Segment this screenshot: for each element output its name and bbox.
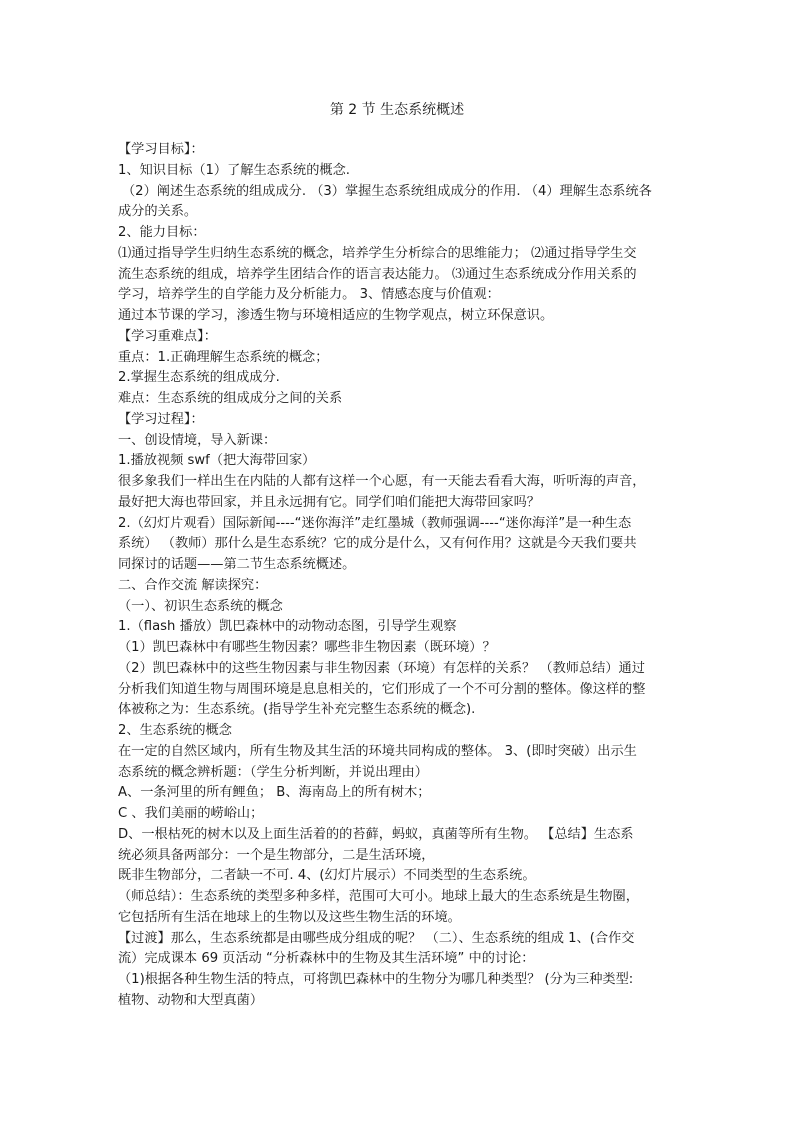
text-line: 同探讨的话题——第二节生态系统概述。 bbox=[118, 557, 356, 572]
text-line: ⑴通过指导学生归纳生态系统的概念，培养学生分析综合的思维能力； ⑵通过指导学生交 bbox=[118, 245, 637, 261]
text-line: 它包括所有生活在地球上的生物以及这些生物生活的环境。 bbox=[118, 909, 461, 925]
text-line: D、一根枯死的树木以及上面生活着的的苔藓，蚂蚁，真菌等所有生物。 【总结】生态系 bbox=[118, 826, 634, 842]
text-line: 二、合作交流 解读探究： bbox=[118, 577, 268, 593]
text-line: 统必须具备两部分：一个是生物部分，二是生活环境， bbox=[118, 847, 435, 863]
text-line: 成分的关系。 bbox=[118, 204, 198, 220]
text-line: 一、创设情境，导入新课： bbox=[118, 432, 277, 448]
text-line: 1.播放视频 swf（把大海带回家） bbox=[118, 453, 316, 469]
text-line: 流生态系统的组成，培养学生团结合作的语言表达能力。 ⑶通过生态系统成分作用关系的 bbox=[118, 266, 637, 282]
text-line: （2）阐述生态系统的组成成分. （3）掌握生态系统组成成分的作用. （4）理解生态系统各 bbox=[122, 183, 652, 199]
text-line: 2.掌握生态系统的组成成分. bbox=[118, 370, 280, 386]
text-line: （2）凯巴森林中的这些生物因素与非生物因素（环境）有怎样的关系？ （教师总结）通过 bbox=[118, 660, 645, 676]
text-line: 2.（幻灯片观看）国际新闻----“迷你海洋”走红墨城（教师强调----“迷你海洋”是一种生态 bbox=[118, 515, 632, 531]
text-line: 在一定的自然区域内，所有生物及其生活的环境共同构成的整体。 3、(即时突破）出示生 bbox=[118, 743, 637, 759]
text-line: 【学习目标】： bbox=[118, 142, 204, 157]
text-line: 既非生物部分，二者缺一不可. 4、(幻灯片展示）不同类型的生态系统。 bbox=[118, 868, 536, 884]
text-line: 难点：生态系统的组成成分之间的关系 bbox=[118, 391, 343, 406]
text-line: 2、能力目标： bbox=[118, 225, 206, 240]
text-line: （一）、初识生态系统的概念 bbox=[118, 598, 283, 614]
text-line: 态系统的概念辨析题：（学生分析判断，并说出理由） bbox=[118, 764, 428, 780]
text-line: 1.（flash 播放）凯巴森林中的动物动态图，引导学生观察 bbox=[118, 619, 457, 635]
text-line: 【学习重难点】： bbox=[118, 328, 217, 344]
text-line: （师总结）：生态系统的类型多种多样，范围可大可小。地球上最大的生态系统是生物圈， bbox=[118, 889, 639, 904]
text-line: A、一条河里的所有鲤鱼； B、海南岛上的所有树木； bbox=[118, 785, 431, 801]
document-body bbox=[118, 140, 678, 1012]
text-line: 【学习过程】： bbox=[118, 411, 204, 427]
text-line: 1、知识目标（1）了解生态系统的概念. bbox=[118, 162, 350, 178]
text-line: 分析我们知道生物与周围环境是息息相关的，它们形成了一个不可分割的整体。像这样的整 bbox=[118, 681, 646, 697]
text-line: 重点：1.正确理解生态系统的概念； bbox=[118, 349, 329, 365]
text-line: C 、我们美丽的崂峪山； bbox=[118, 806, 264, 821]
text-line: 学习，培养学生的自学能力及分析能力。 3、情感态度与价值观： bbox=[118, 287, 500, 303]
text-line: 【过渡】那么，生态系统都是由哪些成分组成的呢？ （二）、生态系统的组成 1、(合作交 bbox=[118, 930, 635, 946]
text-line: 最好把大海也带回家，并且永远拥有它。同学们咱们能把大海带回家吗？ bbox=[118, 494, 540, 510]
text-line: 植物、动物和大型真菌） bbox=[118, 992, 264, 1008]
text-line: 体被称之为：生态系统。(指导学生补充完整生态系统的概念). bbox=[118, 702, 476, 718]
text-line: （1)根据各种生物生活的特点，可将凯巴森林中的生物分为哪几种类型？ (分为三种类型: bbox=[118, 972, 634, 987]
page-title: 第 2 节 生态系统概述 bbox=[329, 102, 465, 118]
text-line: 2、生态系统的概念 bbox=[118, 723, 232, 738]
text-line: 系统） （教师）那什么是生态系统？它的成分是什么，又有何作用？这就是今天我们要共 bbox=[118, 536, 637, 552]
text-line: 流）完成课本 69 页活动 “分析森林中的生物及其生活环境” 中的讨论： bbox=[118, 951, 535, 967]
text-line: 很多象我们一样出生在内陆的人都有这样一个心愿，有一天能去看看大海，听听海的声音， bbox=[118, 474, 646, 489]
text-line: 通过本节课的学习，渗透生物与环境相适应的生物学观点，树立环保意识。 bbox=[118, 308, 554, 323]
text-line: （1）凯巴森林中有哪些生物因素？哪些非生物因素（既环境）？ bbox=[118, 640, 496, 655]
